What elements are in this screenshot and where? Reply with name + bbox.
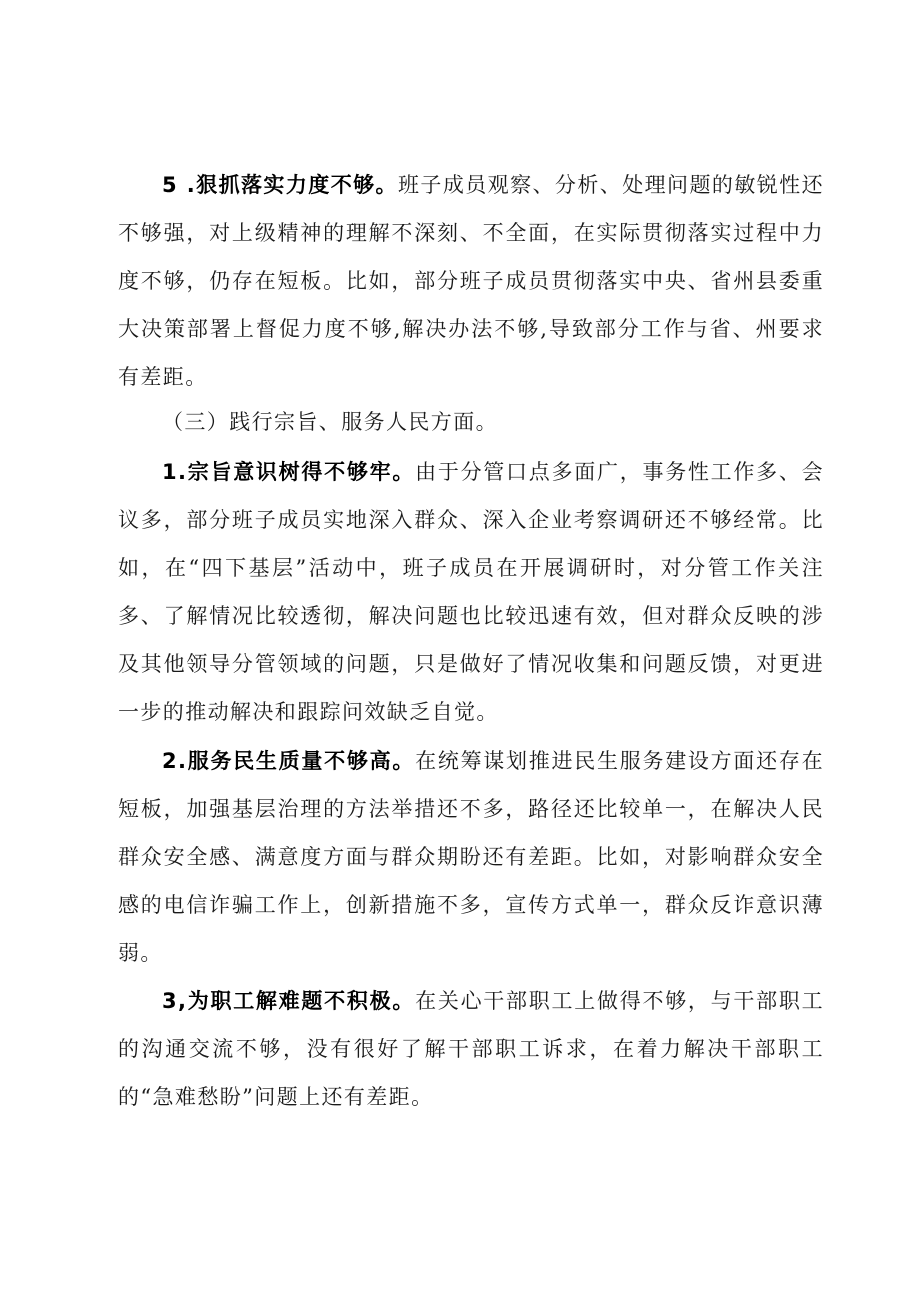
paragraph-2-livelihood-service xyxy=(118,737,824,977)
section-heading-text: （三）践行宗旨、服务人民方面。 xyxy=(162,410,498,434)
paragraph-body: 在关心干部职工上做得不够，与干部职工的沟通交流不够，没有很好了解干部职工诉求，在着力解决干部职工的“急难愁盼”问题上还有差距。 xyxy=(118,989,825,1109)
paragraph-heading: 2.服务民生质量不够高。 xyxy=(162,749,416,773)
section-heading-serve-people xyxy=(118,398,824,446)
paragraph-body: 在统筹谋划推进民生服务建设方面还存在短板，加强基层治理的方法举措还不多，路径还比较单一，在解决人民群众安全感、满意度方面与群众期盼还有差距。比如，对影响群众安全感的电信诈骗工作上，创新措施不多，宣传方式单一，群众反诈意识薄弱。 xyxy=(118,749,825,965)
paragraph-3-staff-difficulties xyxy=(118,977,824,1121)
paragraph-heading: 5 .狠抓落实力度不够。 xyxy=(162,173,398,197)
paragraph-body: 班子成员观察、分析、处理问题的敏锐性还不够强，对上级精神的理解不深刻、不全面，在实际贯彻落实过程中力度不够，仍存在短板。比如，部分班子成员贯彻落实中央、省州县委重大决策部署上督促力度不够,解决办法不够,导致部分工作与省、州要求有差距。 xyxy=(118,173,824,389)
paragraph-body: 由于分管口点多面广，事务性工作多、会议多，部分班子成员实地深入群众、深入企业考察调研还不够经常。比如，在“四下基层”活动中，班子成员在开展调研时，对分管工作关注多、了解情况比较透彻，解决问题也比较迅速有效，但对群众反映的涉及其他领导分管领域的问题，只是做好了情况收集和问题反馈，对更进一步的推动解决和跟踪问效缺乏自觉。 xyxy=(118,460,825,724)
paragraph-heading: 1.宗旨意识树得不够牢。 xyxy=(162,460,416,484)
paragraph-heading: 3,为职工解难题不积极。 xyxy=(162,989,416,1013)
paragraph-5-implementation xyxy=(118,161,824,401)
paragraph-1-purpose-awareness xyxy=(118,448,824,736)
